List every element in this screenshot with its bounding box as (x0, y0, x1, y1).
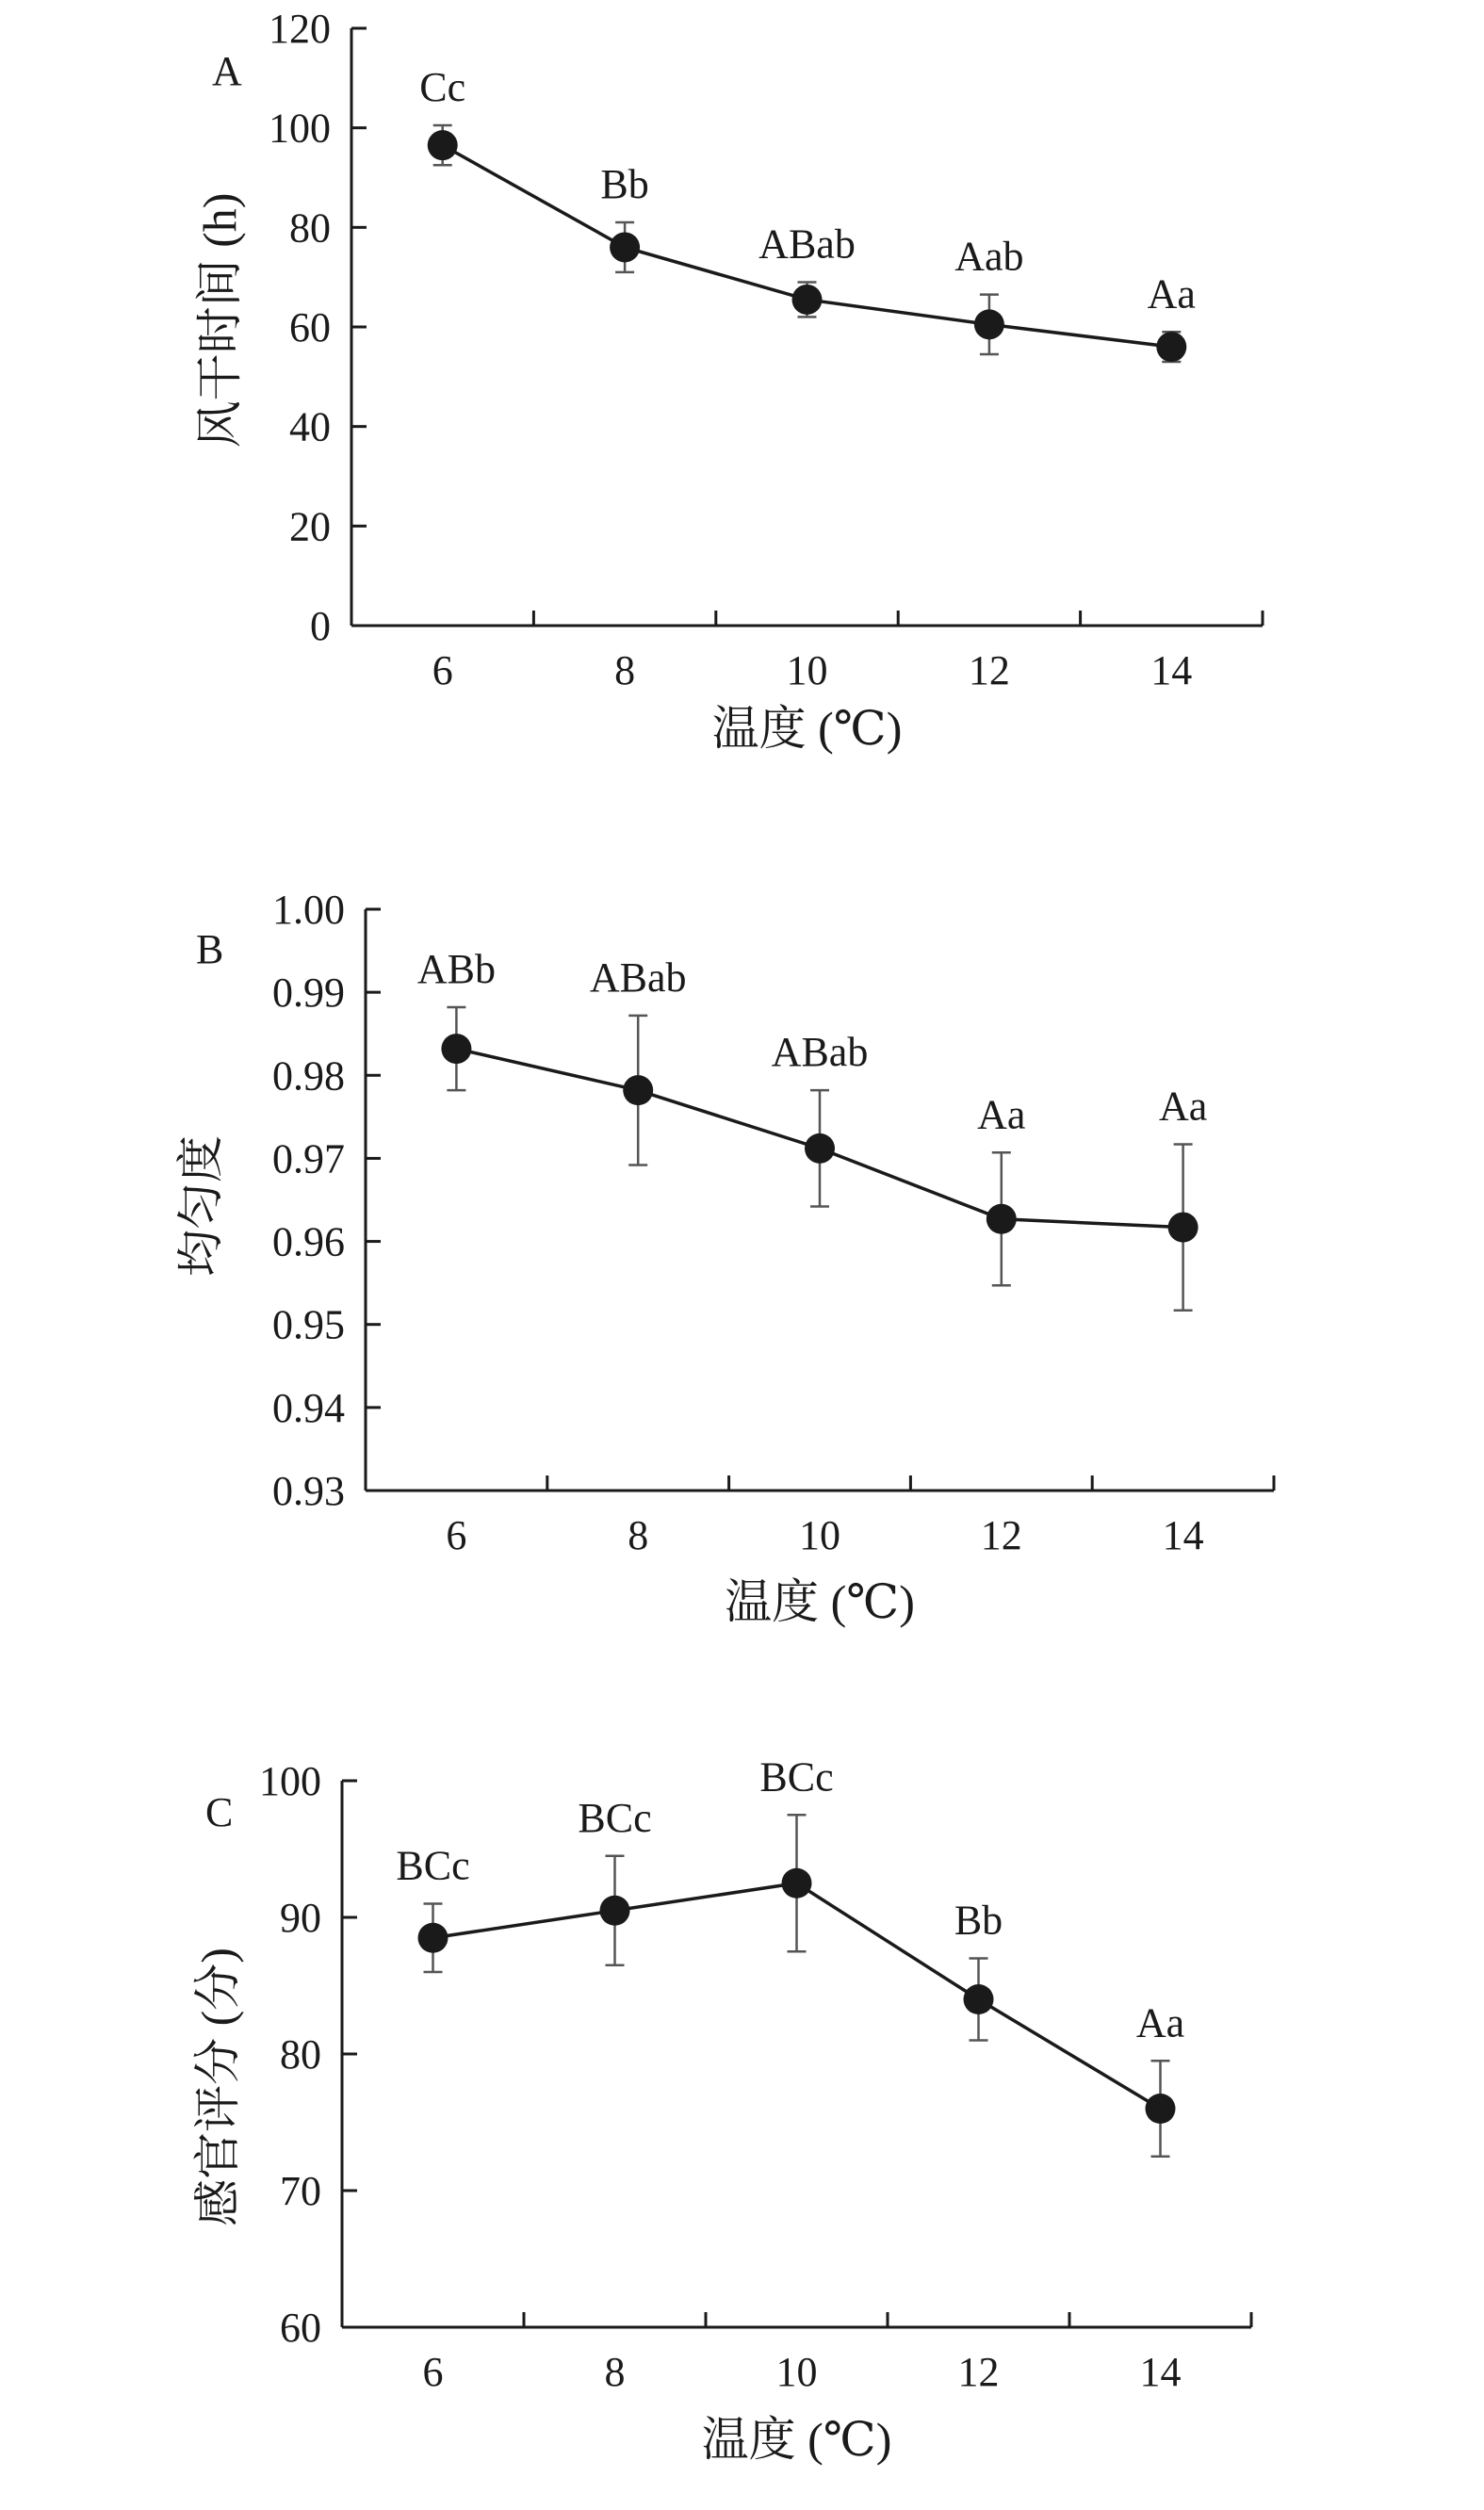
significance-label: Cc (419, 64, 466, 111)
x-tick-label: 8 (604, 2349, 626, 2395)
x-tick-label: 6 (446, 1512, 467, 1558)
panel-label: A (212, 48, 242, 94)
significance-label: ABab (589, 953, 687, 1001)
data-point (600, 1896, 630, 1926)
significance-label: Aa (1147, 270, 1196, 318)
data-point (610, 232, 640, 262)
y-tick-label: 0.98 (272, 1052, 345, 1100)
y-tick-label: 0.93 (272, 1468, 345, 1514)
data-point (782, 1868, 812, 1899)
panel-label: B (196, 926, 224, 972)
significance-label: BCc (396, 1842, 470, 1889)
data-point (987, 1204, 1017, 1234)
y-tick-label: 0.96 (272, 1218, 345, 1265)
x-tick-label: 10 (775, 2349, 818, 2395)
x-tick-label: 10 (799, 1512, 840, 1558)
y-tick-label: 0.95 (272, 1301, 345, 1348)
significance-label: Bb (600, 161, 649, 208)
y-tick-label: 0 (310, 603, 331, 649)
x-tick-label: 12 (968, 647, 1010, 693)
data-point (623, 1075, 653, 1105)
data-point (418, 1923, 448, 1953)
x-tick-label: 12 (980, 1512, 1022, 1558)
y-tick-label: 100 (269, 105, 331, 152)
significance-label: Aa (1158, 1083, 1208, 1130)
y-tick-label: 100 (259, 1758, 321, 1804)
significance-label: Aab (954, 233, 1024, 280)
data-point (1146, 2094, 1176, 2124)
significance-label: BCc (759, 1753, 834, 1801)
significance-label: ABab (758, 220, 856, 268)
y-tick-label: 40 (289, 403, 331, 450)
panel-label: C (205, 1789, 234, 1835)
panel-a (193, 6, 1263, 755)
y-axis-title: 风干时间 (h) (193, 192, 246, 448)
significance-label: Aa (1135, 1999, 1185, 2046)
significance-label: Bb (954, 1897, 1003, 1944)
significance-label: ABb (416, 946, 496, 993)
data-point (805, 1133, 835, 1164)
y-tick-label: 60 (289, 304, 331, 350)
data-point (792, 285, 823, 315)
data-point (1168, 1213, 1199, 1243)
y-tick-label: 0.97 (272, 1135, 345, 1182)
x-tick-label: 8 (614, 647, 636, 693)
x-tick-label: 14 (1150, 647, 1193, 693)
panel-c (191, 1753, 1251, 2466)
y-tick-label: 60 (280, 2305, 321, 2351)
data-point (1156, 332, 1186, 362)
panel-b (174, 887, 1274, 1628)
x-tick-label: 12 (957, 2349, 1000, 2395)
y-tick-label: 80 (289, 204, 331, 252)
x-tick-label: 6 (432, 647, 453, 693)
y-axis-title: 均匀度 (174, 1135, 227, 1277)
x-axis-title: 温度 (℃) (701, 2413, 892, 2466)
y-tick-label: 90 (280, 1895, 321, 1941)
data-point (964, 1984, 994, 2014)
y-tick-label: 0.94 (272, 1384, 345, 1431)
data-point (974, 309, 1004, 339)
y-tick-label: 70 (280, 2168, 321, 2214)
x-tick-label: 10 (786, 647, 828, 693)
data-point (441, 1034, 471, 1064)
y-tick-label: 1.00 (272, 887, 345, 933)
y-tick-label: 120 (269, 6, 331, 52)
x-tick-label: 14 (1162, 1512, 1204, 1558)
significance-label: Aa (977, 1091, 1026, 1138)
x-axis-title: 温度 (℃) (711, 702, 903, 755)
y-axis-title: 感官评分 (分) (191, 1948, 244, 2226)
x-tick-label: 14 (1139, 2349, 1182, 2395)
y-tick-label: 80 (280, 2031, 321, 2078)
y-tick-label: 0.99 (272, 970, 345, 1017)
significance-label: ABab (771, 1029, 869, 1076)
y-tick-label: 20 (289, 503, 331, 550)
x-tick-label: 6 (422, 2349, 444, 2395)
data-point (428, 130, 458, 160)
x-axis-title: 温度 (℃) (725, 1575, 915, 1628)
significance-label: BCc (578, 1794, 652, 1841)
x-tick-label: 8 (628, 1512, 649, 1558)
